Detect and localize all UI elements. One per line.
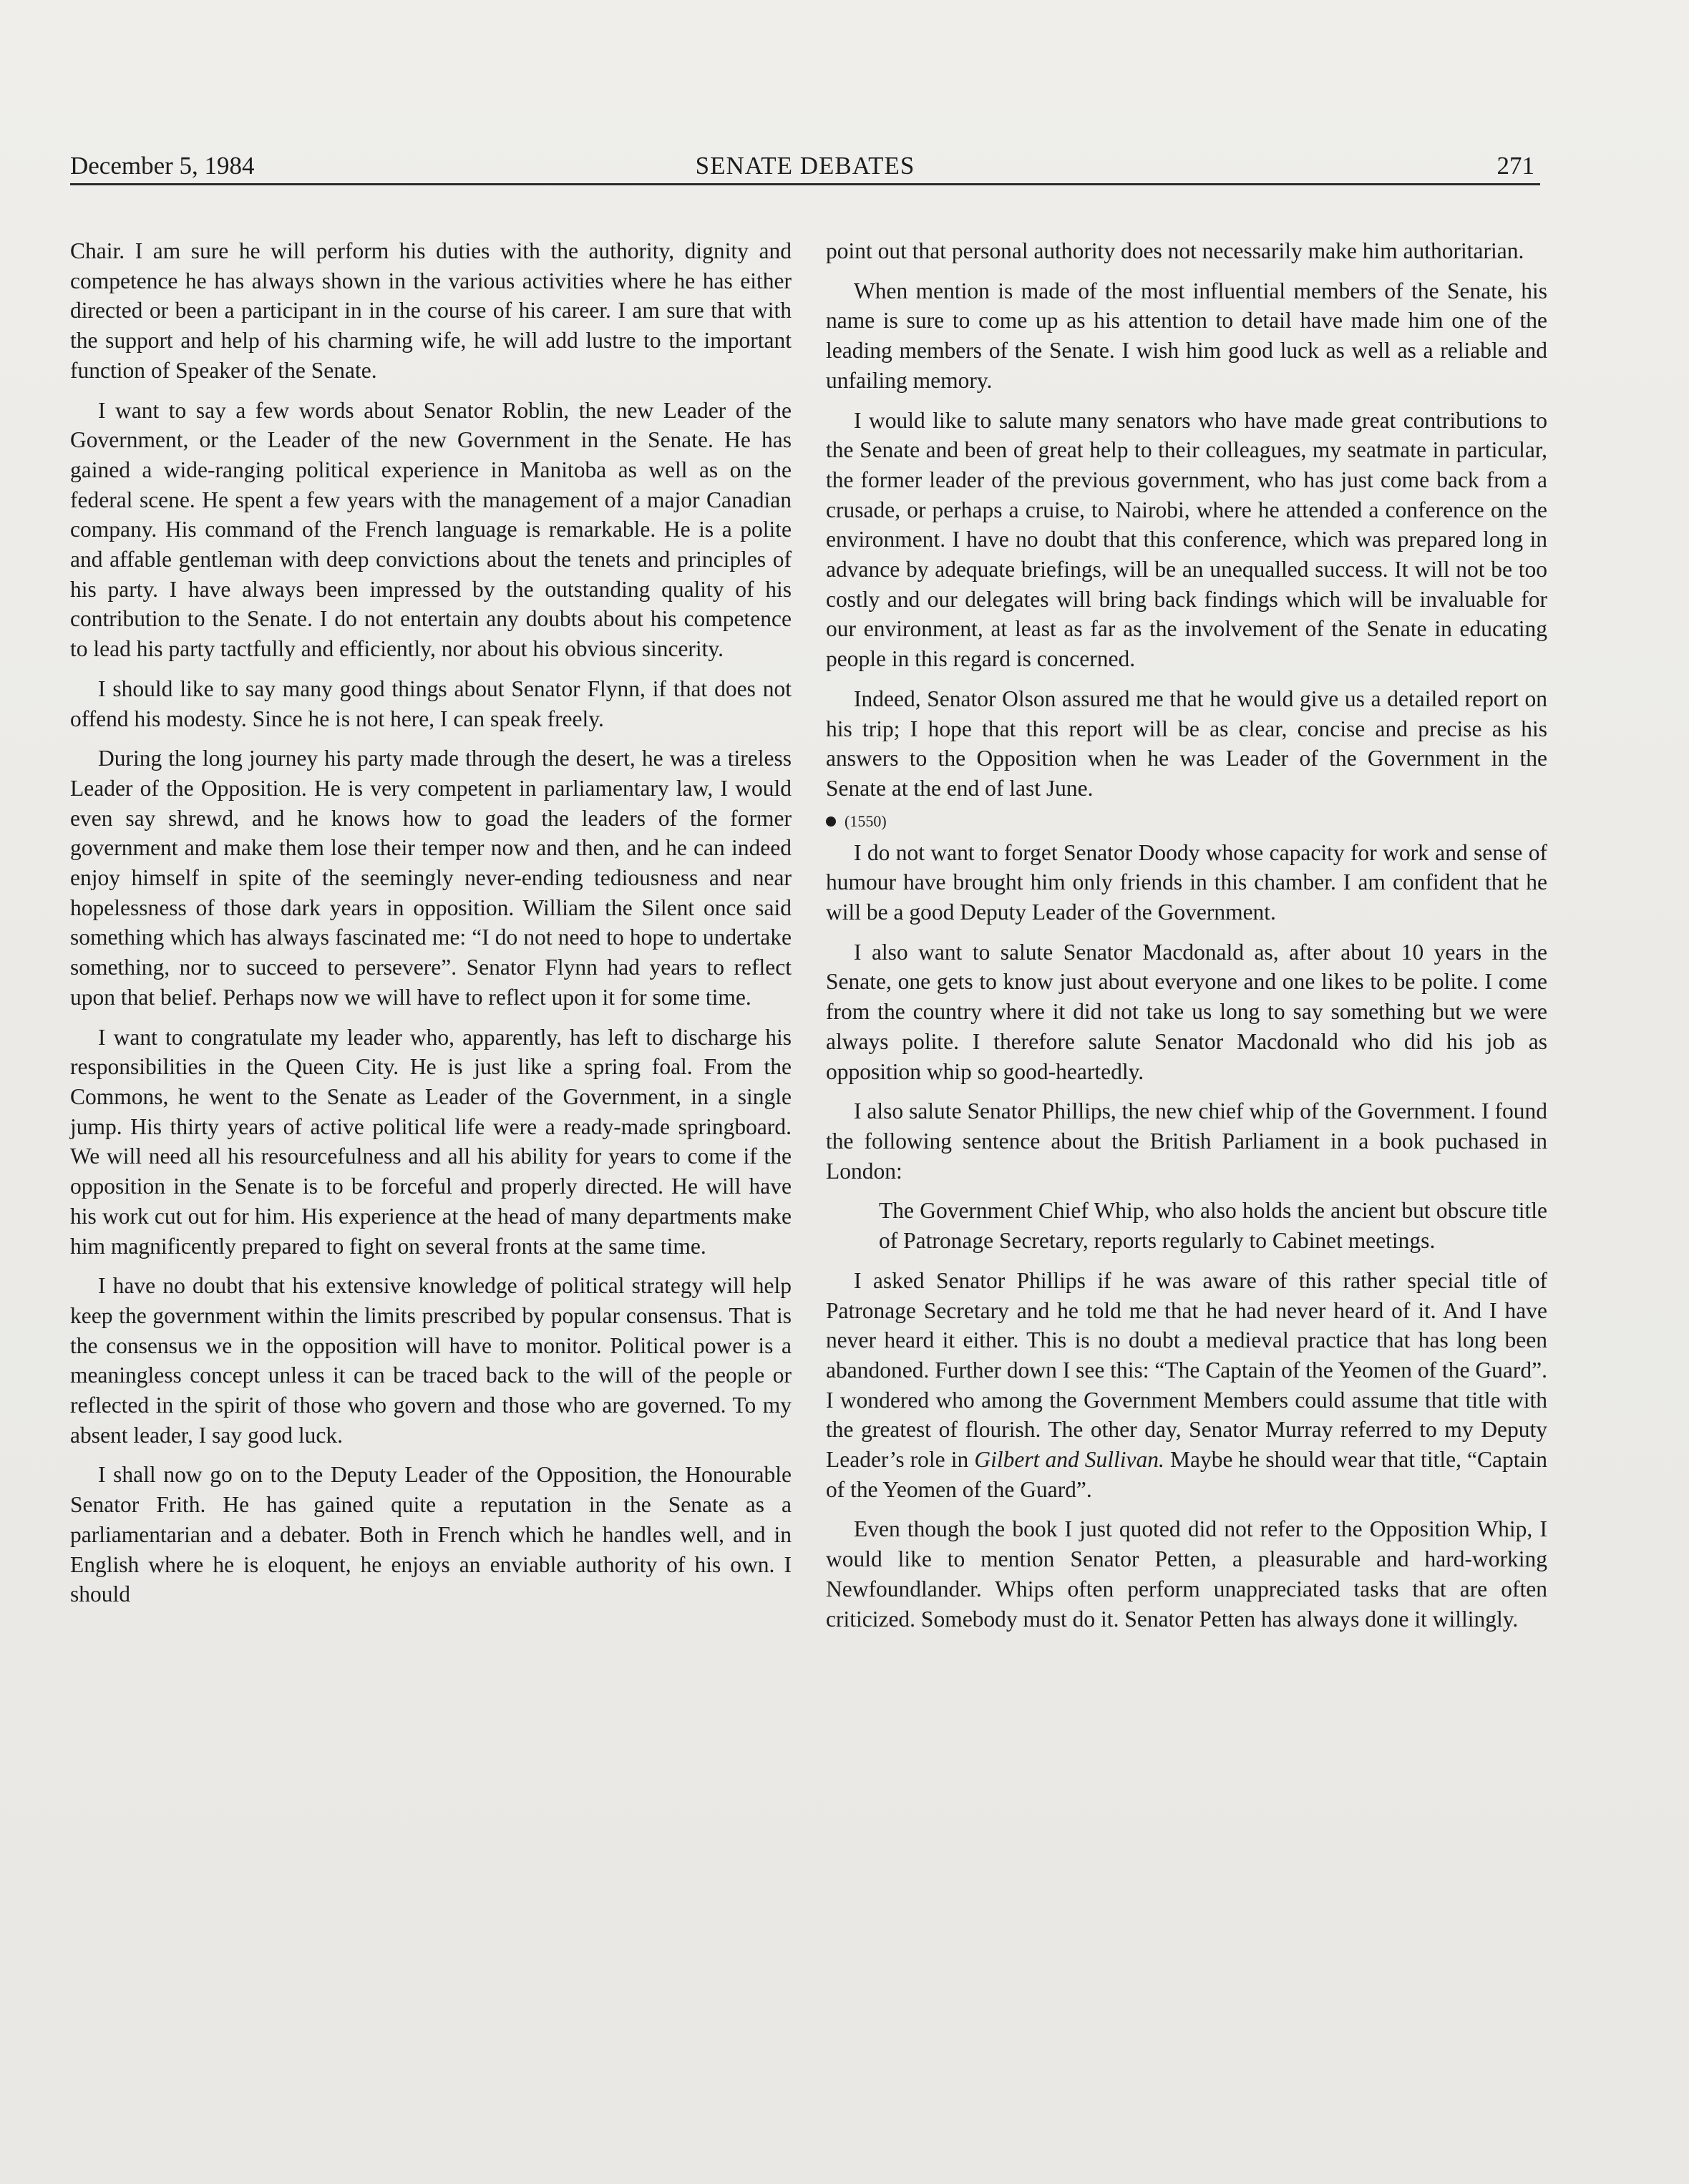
paragraph: I also salute Senator Phillips, the new chief whip of the Government. I found the following sentence about the British Parliament in a book puchased in London: (826, 1098, 1547, 1184)
paragraph: I shall now go on to the Deputy Leader of the Opposition, the Honourable Senator Frith. He has gained quite a reputation in the Senate as a parliamentarian and a debater. Both in French which he handles well, and in English where he is eloquent, he enjoys an enviable authority of his own. I should (70, 1462, 792, 1607)
paragraph: I would like to salute many senators who have made great contributions to the Senate and been of great help to their colleagues, my seatmate in particular, the former leader of the previous government, who has just come back from a crusade, or perhaps a cruise, to Nairobi, where he attended a conference on the environment. I have no doubt that this conference, which was prepared long in advance by adequate briefings, will be an unequalled success. It will not be too costly and our delegates will bring back findings which will be invaluable for our environment, at least as far as the involvement of the Senate in educating people in this regard is concerned. (826, 407, 1547, 672)
header-page-number: 271 (1496, 152, 1534, 180)
paragraph: I should like to say many good things about Senator Flynn, if that does not offend his modesty. Since he is not here, I can speak freely. (70, 676, 792, 731)
paragraph: I want to congratulate my leader who, apparently, has left to discharge his responsibilities in the Queen City. He is just like a spring foal. From the Commons, he went to the Senate as Leader of the Government, in a single jump. His thirty years of active political life were a ready-made springboard. We will need all his resourcefulness and all his ability for years to come if the opposition in the Senate is to be forceful and properly directed. He will have his work cut out for him. His experience at the head of many departments make him magnificently prepared to fight on several fronts at the same time. (70, 1024, 792, 1259)
paragraph (826, 1266, 1547, 1505)
header-date: December 5, 1984 (70, 152, 255, 180)
paragraph: I also want to salute Senator Macdonald as, after about 10 years in the Senate, one gets to know just about everyone and one likes to be polite. I come from the country where it did not take us long to say something but we were always polite. I therefore salute Senator Macdonald who did his job as opposition whip so good-heartedly. (826, 939, 1547, 1084)
bullet-icon (826, 816, 836, 827)
right-column (826, 236, 1547, 1634)
paragraph: I have no doubt that his extensive knowledge of political strategy will help keep the government within the limits prescribed by popular consensus. That is the consensus we in the opposition will have to monitor. Political power is a meaningless concept unless it can be traced back to the will of the people or reflected in the spirit of those who govern and those who are governed. To my absent leader, I say good luck. (70, 1273, 792, 1448)
time-marker (826, 811, 1547, 832)
time-marker-label: (1550) (844, 811, 887, 830)
block-quote: The Government Chief Whip, who also holds the ancient but obscure title of Patronage Secretary, reports regularly to Cabinet meetings. (879, 1198, 1547, 1254)
paragraph-text: I asked Senator Phillips if he was aware of this rather special title of Patronage Secretary and he told me that he had never heard of it. And I have never heard it either. This is no doubt a medieval practice that has long been abandoned. Further down I see this: “The Captain of the Yeomen of the Guard”. I wondered who among the Government Members could assume that title with the greatest of flourish. The other day, Senator Murray referred to my Deputy Leader’s role in (826, 1267, 1547, 1473)
header-title: SENATE DEBATES (695, 152, 915, 180)
left-column (70, 236, 792, 1609)
paragraph: I want to say a few words about Senator Roblin, the new Leader of the Government, or the Leader of the new Government in the Senate. He has gained a wide-ranging political experience in Manitoba as well as on the federal scene. He spent a few years with the management of a major Canadian company. His command of the French language is remarkable. He is a polite and affable gentleman with deep convictions about the tenets and principles of his party. I have always been impressed by the outstanding quality of his contribution to the Senate. I do not entertain any doubts about his competence to lead his party tactfully and efficiently, nor about his obvious sincerity. (70, 397, 792, 662)
paragraph: Indeed, Senator Olson assured me that he would give us a detailed report on his trip; I hope that this report will be as clear, concise and precise as his answers to the Opposition when he was Leader of the Government in the Senate at the end of last June. (826, 686, 1547, 801)
italic-title: Gilbert and Sullivan. (974, 1447, 1164, 1473)
paragraph-text: Maybe he should wear that title, “Captain of the Yeomen of the Guard”. (826, 1447, 1548, 1502)
paragraph: During the long journey his party made through the desert, he was a tireless Leader of the Opposition. He is very competent in parliamentary law, I would even say shrewd, and he knows how to goad the leaders of the former government and make them lose their temper now and then, and he can indeed enjoy himself in spite of the seemingly never-ending tediousness and near hopelessness of those dark years in opposition. William the Silent once said something which has always fascinated me: “I do not need to hope to undertake something, nor to succeed to persevere”. Senator Flynn had years to reflect upon that belief. Perhaps now we will have to reflect upon it for some time. (70, 746, 792, 1010)
paragraph: point out that personal authority does not necessarily make him authoritarian. (826, 238, 1524, 263)
paragraph: Even though the book I just quoted did not refer to the Opposition Whip, I would like to mention Senator Petten, a pleasurable and hard-working Newfoundlander. Whips often perform unappreciated tasks that are often criticized. Somebody must do it. Senator Petten has always done it willingly. (826, 1516, 1547, 1632)
paragraph: Chair. I am sure he will perform his duties with the authority, dignity and competence he has always shown in the various activities where he has either directed or been a participant in in the course of his career. I am sure that with the support and help of his charming wife, he will add lustre to the important function of Speaker of the Senate. (70, 238, 792, 383)
page-header (70, 149, 1540, 185)
paragraph: When mention is made of the most influential members of the Senate, his name is sure to come up as his attention to detail have made him one of the leading members of the Senate. I wish him good luck as well as a reliable and unfailing memory. (826, 278, 1547, 393)
paragraph: I do not want to forget Senator Doody whose capacity for work and sense of humour have brought him only friends in this chamber. I am confident that he will be a good Deputy Leader of the Government. (826, 839, 1547, 925)
